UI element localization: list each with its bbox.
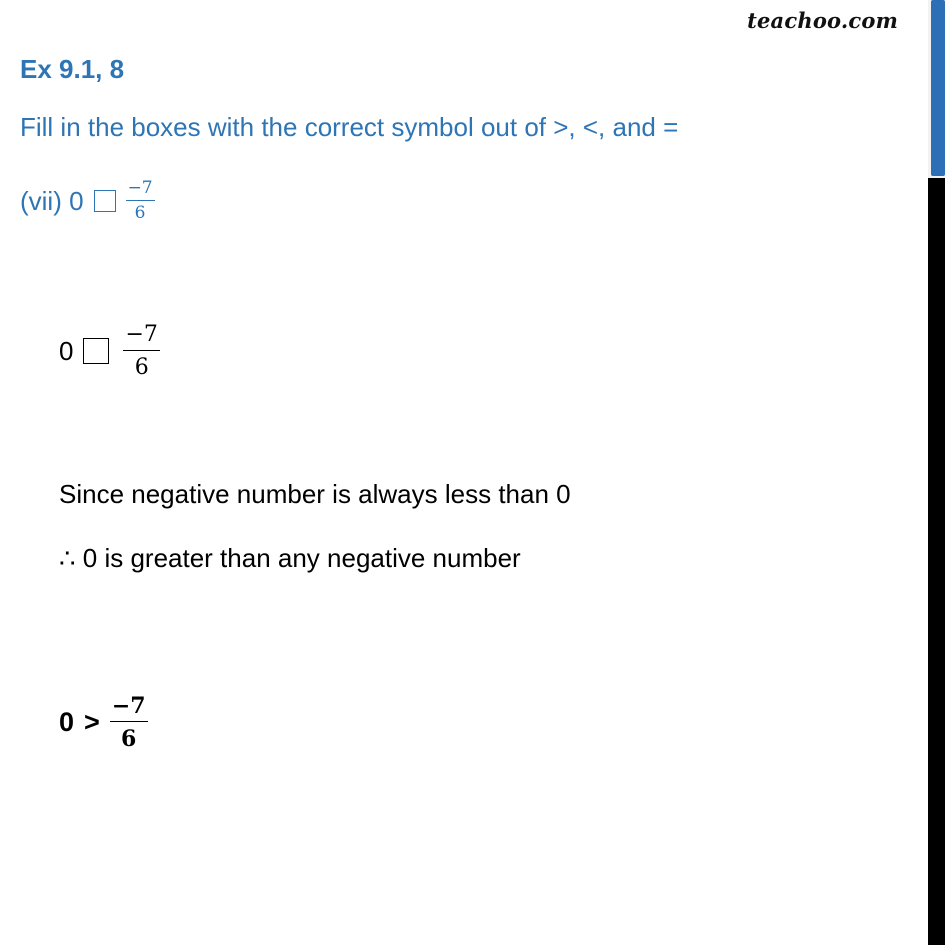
reasoning-line-1: Since negative number is always less than 0 [59,479,571,509]
part-label: (vii) 0 [20,185,84,216]
final-answer [59,688,148,756]
brand-logo: teachoo.com [747,8,898,33]
exercise-heading: Ex 9.1, 8 [20,54,125,84]
fraction-bar [126,200,155,201]
comparison-expression [59,318,160,384]
part-fraction-numerator: −7 [127,178,153,198]
comparison-fraction-numerator: −7 [125,321,158,347]
comparison-left: 0 [59,335,74,366]
question-text: Fill in the boxes with the correct symbol out of >, <, and = [20,112,679,142]
question-part [20,170,155,232]
part-fraction [126,180,155,222]
scrollbar-thumb[interactable] [931,0,945,176]
answer-symbol: > [84,706,100,737]
fraction-bar [123,350,159,351]
empty-box-icon [94,190,116,212]
empty-box-icon [83,338,109,364]
answer-fraction-denominator: 6 [121,725,137,752]
part-fraction-denominator: 6 [134,203,146,223]
fraction-bar [110,721,148,722]
answer-fraction [110,692,148,752]
comparison-fraction [123,321,159,380]
answer-left: 0 [59,706,75,737]
comparison-fraction-denominator: 6 [134,354,149,380]
answer-fraction-numerator: −7 [111,692,146,719]
vertical-scrollbar[interactable] [928,0,945,945]
reasoning-line-2: ∴ 0 is greater than any negative number [59,543,521,573]
